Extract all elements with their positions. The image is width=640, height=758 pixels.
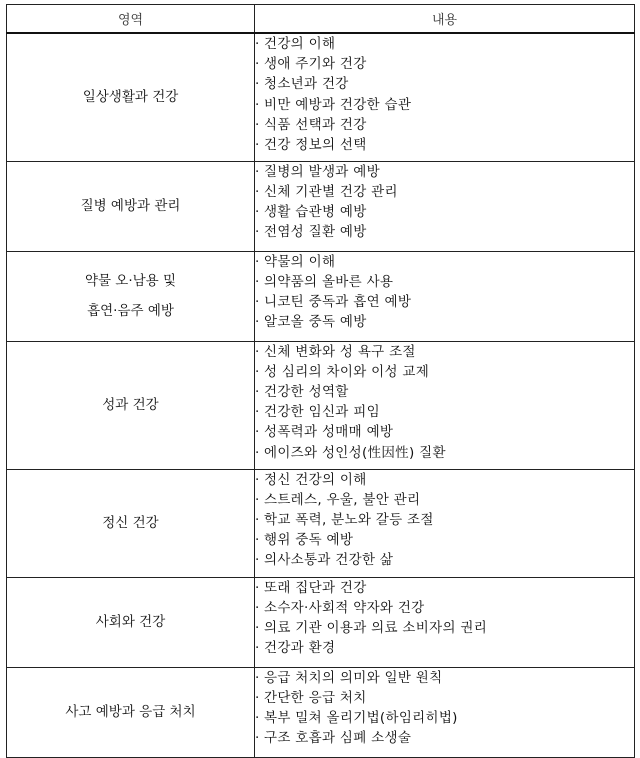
list-item <box>255 578 634 598</box>
bullet-mark: · <box>255 343 260 360</box>
area-cell <box>7 251 255 341</box>
content-list <box>255 252 634 333</box>
area-label: 일상생활과 건강 <box>82 89 179 106</box>
list-item-text: 학교 폭력, 분노와 갈등 조절 <box>264 511 434 528</box>
bullet-mark: · <box>255 203 260 220</box>
list-item <box>255 688 634 708</box>
bullet-mark: · <box>255 491 260 508</box>
list-item <box>255 312 634 332</box>
area-cell <box>7 33 255 161</box>
content-cell <box>255 33 635 161</box>
table-row <box>7 341 635 469</box>
content-cell <box>255 469 635 577</box>
list-item-text: 건강한 임신과 피임 <box>264 404 380 421</box>
bullet-mark: · <box>255 669 260 686</box>
list-item <box>255 402 634 422</box>
bullet-mark: · <box>255 163 260 180</box>
content-list <box>255 162 634 243</box>
list-item <box>255 490 634 510</box>
bullet-mark: · <box>255 383 260 400</box>
list-item <box>255 74 634 94</box>
bullet-mark: · <box>255 599 260 616</box>
list-item <box>255 54 634 74</box>
table-row <box>7 33 635 161</box>
list-item-text: 성 심리의 차이와 이성 교제 <box>264 363 430 380</box>
bullet-mark: · <box>255 36 260 52</box>
list-item-text: 니코틴 중독과 흡연 예방 <box>264 293 412 310</box>
area-label: 흡연·음주 예방 <box>87 303 174 319</box>
bullet-mark: · <box>255 444 260 461</box>
bullet-mark: · <box>255 471 260 488</box>
list-item-text: 스트레스, 우울, 불안 관리 <box>264 491 421 508</box>
list-item <box>255 272 634 292</box>
list-item <box>255 443 634 463</box>
list-item <box>255 182 634 202</box>
table-header-row <box>7 5 635 34</box>
list-item <box>255 638 634 658</box>
bullet-mark: · <box>255 253 260 270</box>
list-item-text: 알코올 중독 예방 <box>264 314 367 331</box>
list-item <box>255 470 634 490</box>
bullet-mark: · <box>255 404 260 421</box>
list-item <box>255 550 634 570</box>
list-item <box>255 668 634 688</box>
content-cell <box>255 667 635 757</box>
list-item-text: 정신 건강의 이해 <box>264 471 367 488</box>
list-item <box>255 202 634 222</box>
bullet-mark: · <box>255 511 260 528</box>
bullet-mark: · <box>255 183 260 200</box>
bullet-mark: · <box>255 224 260 241</box>
bullet-mark: · <box>255 137 260 154</box>
list-item-text: 응급 처치의 의미와 일반 원칙 <box>264 669 443 686</box>
content-cell <box>255 577 635 667</box>
area-cell <box>7 341 255 469</box>
list-item-text: 행위 중독 예방 <box>264 532 354 549</box>
area-label: 사회와 건강 <box>95 614 166 630</box>
content-list <box>255 34 634 155</box>
area-label: 성과 건강 <box>102 397 159 413</box>
list-item-text: 신체 변화와 성 욕구 조절 <box>264 343 416 360</box>
header-area: 영역 <box>7 5 255 34</box>
bullet-mark: · <box>255 76 260 93</box>
list-item-text: 비만 예방과 건강한 습관 <box>264 96 412 113</box>
header-content: 내용 <box>255 5 635 34</box>
list-item-text: 구조 호흡과 심폐 소생술 <box>264 730 412 747</box>
table-row <box>7 577 635 667</box>
table-row <box>7 251 635 341</box>
list-item <box>255 362 634 382</box>
bullet-mark: · <box>255 293 260 310</box>
list-item-text: 의사소통과 건강한 삶 <box>264 552 394 569</box>
list-item-text: 청소년과 건강 <box>264 76 349 93</box>
bullet-mark: · <box>255 619 260 636</box>
list-item-text: 건강한 성역할 <box>264 383 349 400</box>
bullet-mark: · <box>255 56 260 73</box>
health-curriculum-table <box>6 4 635 758</box>
list-item <box>255 728 634 748</box>
bullet-mark: · <box>255 532 260 549</box>
content-cell <box>255 341 635 469</box>
bullet-mark: · <box>255 640 260 657</box>
area-cell <box>7 577 255 667</box>
list-item <box>255 422 634 442</box>
list-item-text: 에이즈와 성인성(性因性) 질환 <box>264 444 446 461</box>
content-list <box>255 342 634 463</box>
bullet-mark: · <box>255 730 260 747</box>
list-item-text: 약물의 이해 <box>264 253 336 270</box>
content-list <box>255 470 634 571</box>
bullet-mark: · <box>255 689 260 706</box>
bullet-mark: · <box>255 273 260 290</box>
area-cell <box>7 667 255 757</box>
content-list <box>255 668 634 749</box>
area-cell <box>7 161 255 251</box>
list-item-text: 생활 습관병 예방 <box>264 203 367 220</box>
area-label: 약물 오·남용 및 <box>84 273 177 289</box>
bullet-mark: · <box>255 579 260 596</box>
list-item <box>255 162 634 182</box>
area-label: 정신 건강 <box>102 515 159 531</box>
table-row <box>7 667 635 757</box>
list-item-text: 의료 기관 이용과 의료 소비자의 권리 <box>264 619 488 636</box>
list-item <box>255 510 634 530</box>
content-cell <box>255 251 635 341</box>
list-item <box>255 382 634 402</box>
list-item-text: 성폭력과 성매매 예방 <box>264 424 394 441</box>
area-label: 사고 예방과 응급 처치 <box>65 704 196 720</box>
list-item <box>255 618 634 638</box>
content-cell <box>255 161 635 251</box>
bullet-mark: · <box>255 552 260 569</box>
list-item <box>255 252 634 272</box>
table-row <box>7 161 635 251</box>
list-item <box>255 135 634 155</box>
content-list <box>255 578 634 659</box>
list-item-text: 소수자·사회적 약자와 건강 <box>264 599 425 616</box>
list-item <box>255 598 634 618</box>
bullet-mark: · <box>255 96 260 113</box>
list-item-text: 건강의 이해 <box>264 36 336 52</box>
list-item <box>255 342 634 362</box>
list-item <box>255 34 634 54</box>
list-item <box>255 95 634 115</box>
list-item-text: 질병의 발생과 예방 <box>264 163 380 180</box>
list-item-text: 신체 기관별 건강 관리 <box>264 183 398 200</box>
list-item-text: 생애 주기와 건강 <box>264 56 367 73</box>
list-item-text: 복부 밀쳐 올리기법(하임리히법) <box>264 709 458 726</box>
table-row <box>7 469 635 577</box>
bullet-mark: · <box>255 424 260 441</box>
list-item <box>255 222 634 242</box>
bullet-mark: · <box>255 709 260 726</box>
list-item-text: 식품 선택과 건강 <box>264 116 367 133</box>
list-item <box>255 530 634 550</box>
list-item-text: 건강 정보의 선택 <box>264 137 367 154</box>
area-label: 질병 예방과 관리 <box>80 198 181 214</box>
list-item <box>255 292 634 312</box>
list-item-text: 의약품의 올바른 사용 <box>264 273 394 290</box>
list-item <box>255 115 634 135</box>
area-cell <box>7 469 255 577</box>
list-item-text: 또래 집단과 건강 <box>264 579 367 596</box>
bullet-mark: · <box>255 314 260 331</box>
list-item <box>255 708 634 728</box>
list-item-text: 전염성 질환 예방 <box>264 224 367 241</box>
bullet-mark: · <box>255 116 260 133</box>
list-item-text: 간단한 응급 처치 <box>264 689 367 706</box>
bullet-mark: · <box>255 363 260 380</box>
list-item-text: 건강과 환경 <box>264 640 336 657</box>
